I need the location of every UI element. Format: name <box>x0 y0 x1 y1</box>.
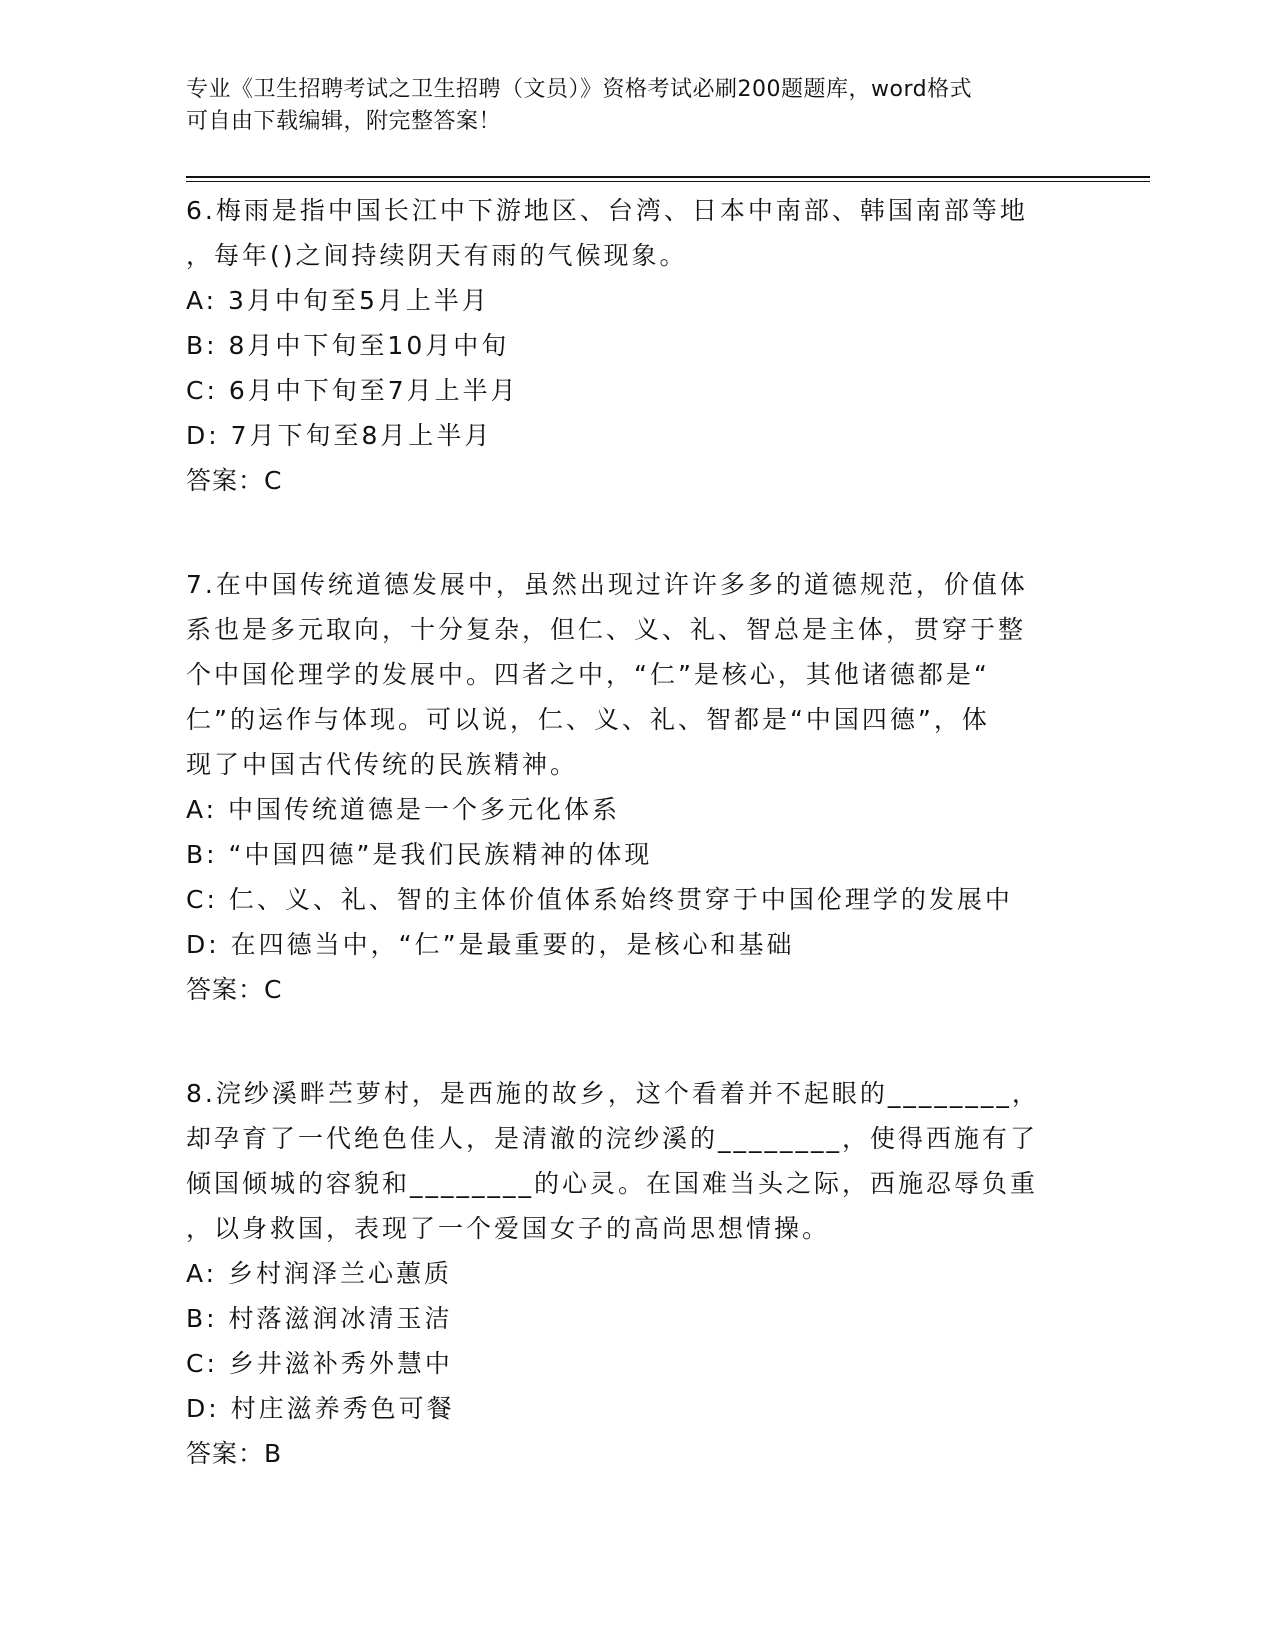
question-6 <box>186 188 1066 503</box>
question-8 <box>186 1071 1066 1476</box>
question-7 <box>186 562 1066 1012</box>
header-line-1: 专业《卫生招聘考试之卫生招聘（文员）》资格考试必刷200题题库，word格式 <box>186 77 973 102</box>
option-c: C: 6月中下旬至7月上半月 <box>186 376 519 405</box>
question-stem-line: 倾国倾城的容貌和________的心灵。在国难当头之际，西施忍辱负重 <box>186 1169 1039 1198</box>
document-header <box>186 74 1066 138</box>
answer: 答案：B <box>186 1439 283 1468</box>
option-d: D: 7月下旬至8月上半月 <box>186 421 493 450</box>
header-divider-thick <box>186 176 1150 178</box>
question-stem-line: 却孕育了一代绝色佳人，是清澈的浣纱溪的________，使得西施有了 <box>186 1124 1039 1153</box>
header-line-2: 可自由下载编辑，附完整答案！ <box>186 109 502 134</box>
option-b: B: 8月中下旬至10月中旬 <box>186 331 510 360</box>
question-stem-line: 6.梅雨是指中国长江中下游地区、台湾、日本中南部、韩国南部等地 <box>186 196 1028 225</box>
header-divider-thin <box>186 181 1150 182</box>
question-stem-line: 现了中国古代传统的民族精神。 <box>186 750 579 779</box>
answer: 答案：C <box>186 975 283 1004</box>
question-stem-line: ，每年()之间持续阴天有雨的气候现象。 <box>186 241 688 270</box>
question-list <box>186 188 1066 1476</box>
question-stem-line: 系也是多元取向，十分复杂，但仁、义、礼、智总是主体，贯穿于整 <box>186 615 1027 644</box>
question-stem-line: 仁”的运作与体现。可以说，仁、义、礼、智都是“中国四德”，体 <box>186 705 990 734</box>
question-stem-line: 8.浣纱溪畔苎萝村，是西施的故乡，这个看着并不起眼的________， <box>186 1079 1040 1108</box>
option-b: B: “中国四德”是我们民族精神的体现 <box>186 840 653 869</box>
question-stem-line: 7.在中国传统道德发展中，虽然出现过许许多多的道德规范，价值体 <box>186 570 1028 599</box>
option-a: A: 乡村润泽兰心蕙质 <box>186 1259 453 1288</box>
answer: 答案：C <box>186 466 283 495</box>
option-c: C: 仁、义、礼、智的主体价值体系始终贯穿于中国伦理学的发展中 <box>186 885 1013 914</box>
option-a: A: 中国传统道德是一个多元化体系 <box>186 795 621 824</box>
question-stem-line: ，以身救国，表现了一个爱国女子的高尚思想情操。 <box>186 1214 831 1243</box>
option-d: D: 在四德当中，“仁”是最重要的，是核心和基础 <box>186 930 795 959</box>
option-a: A: 3月中旬至5月上半月 <box>186 286 490 315</box>
question-spacer <box>186 1012 1066 1071</box>
question-spacer <box>186 503 1066 562</box>
option-c: C: 乡井滋补秀外慧中 <box>186 1349 453 1378</box>
question-stem-line: 个中国伦理学的发展中。四者之中，“仁”是核心，其他诸德都是“ <box>186 660 990 689</box>
option-d: D: 村庄滋养秀色可餐 <box>186 1394 455 1423</box>
option-b: B: 村落滋润冰清玉洁 <box>186 1304 453 1333</box>
